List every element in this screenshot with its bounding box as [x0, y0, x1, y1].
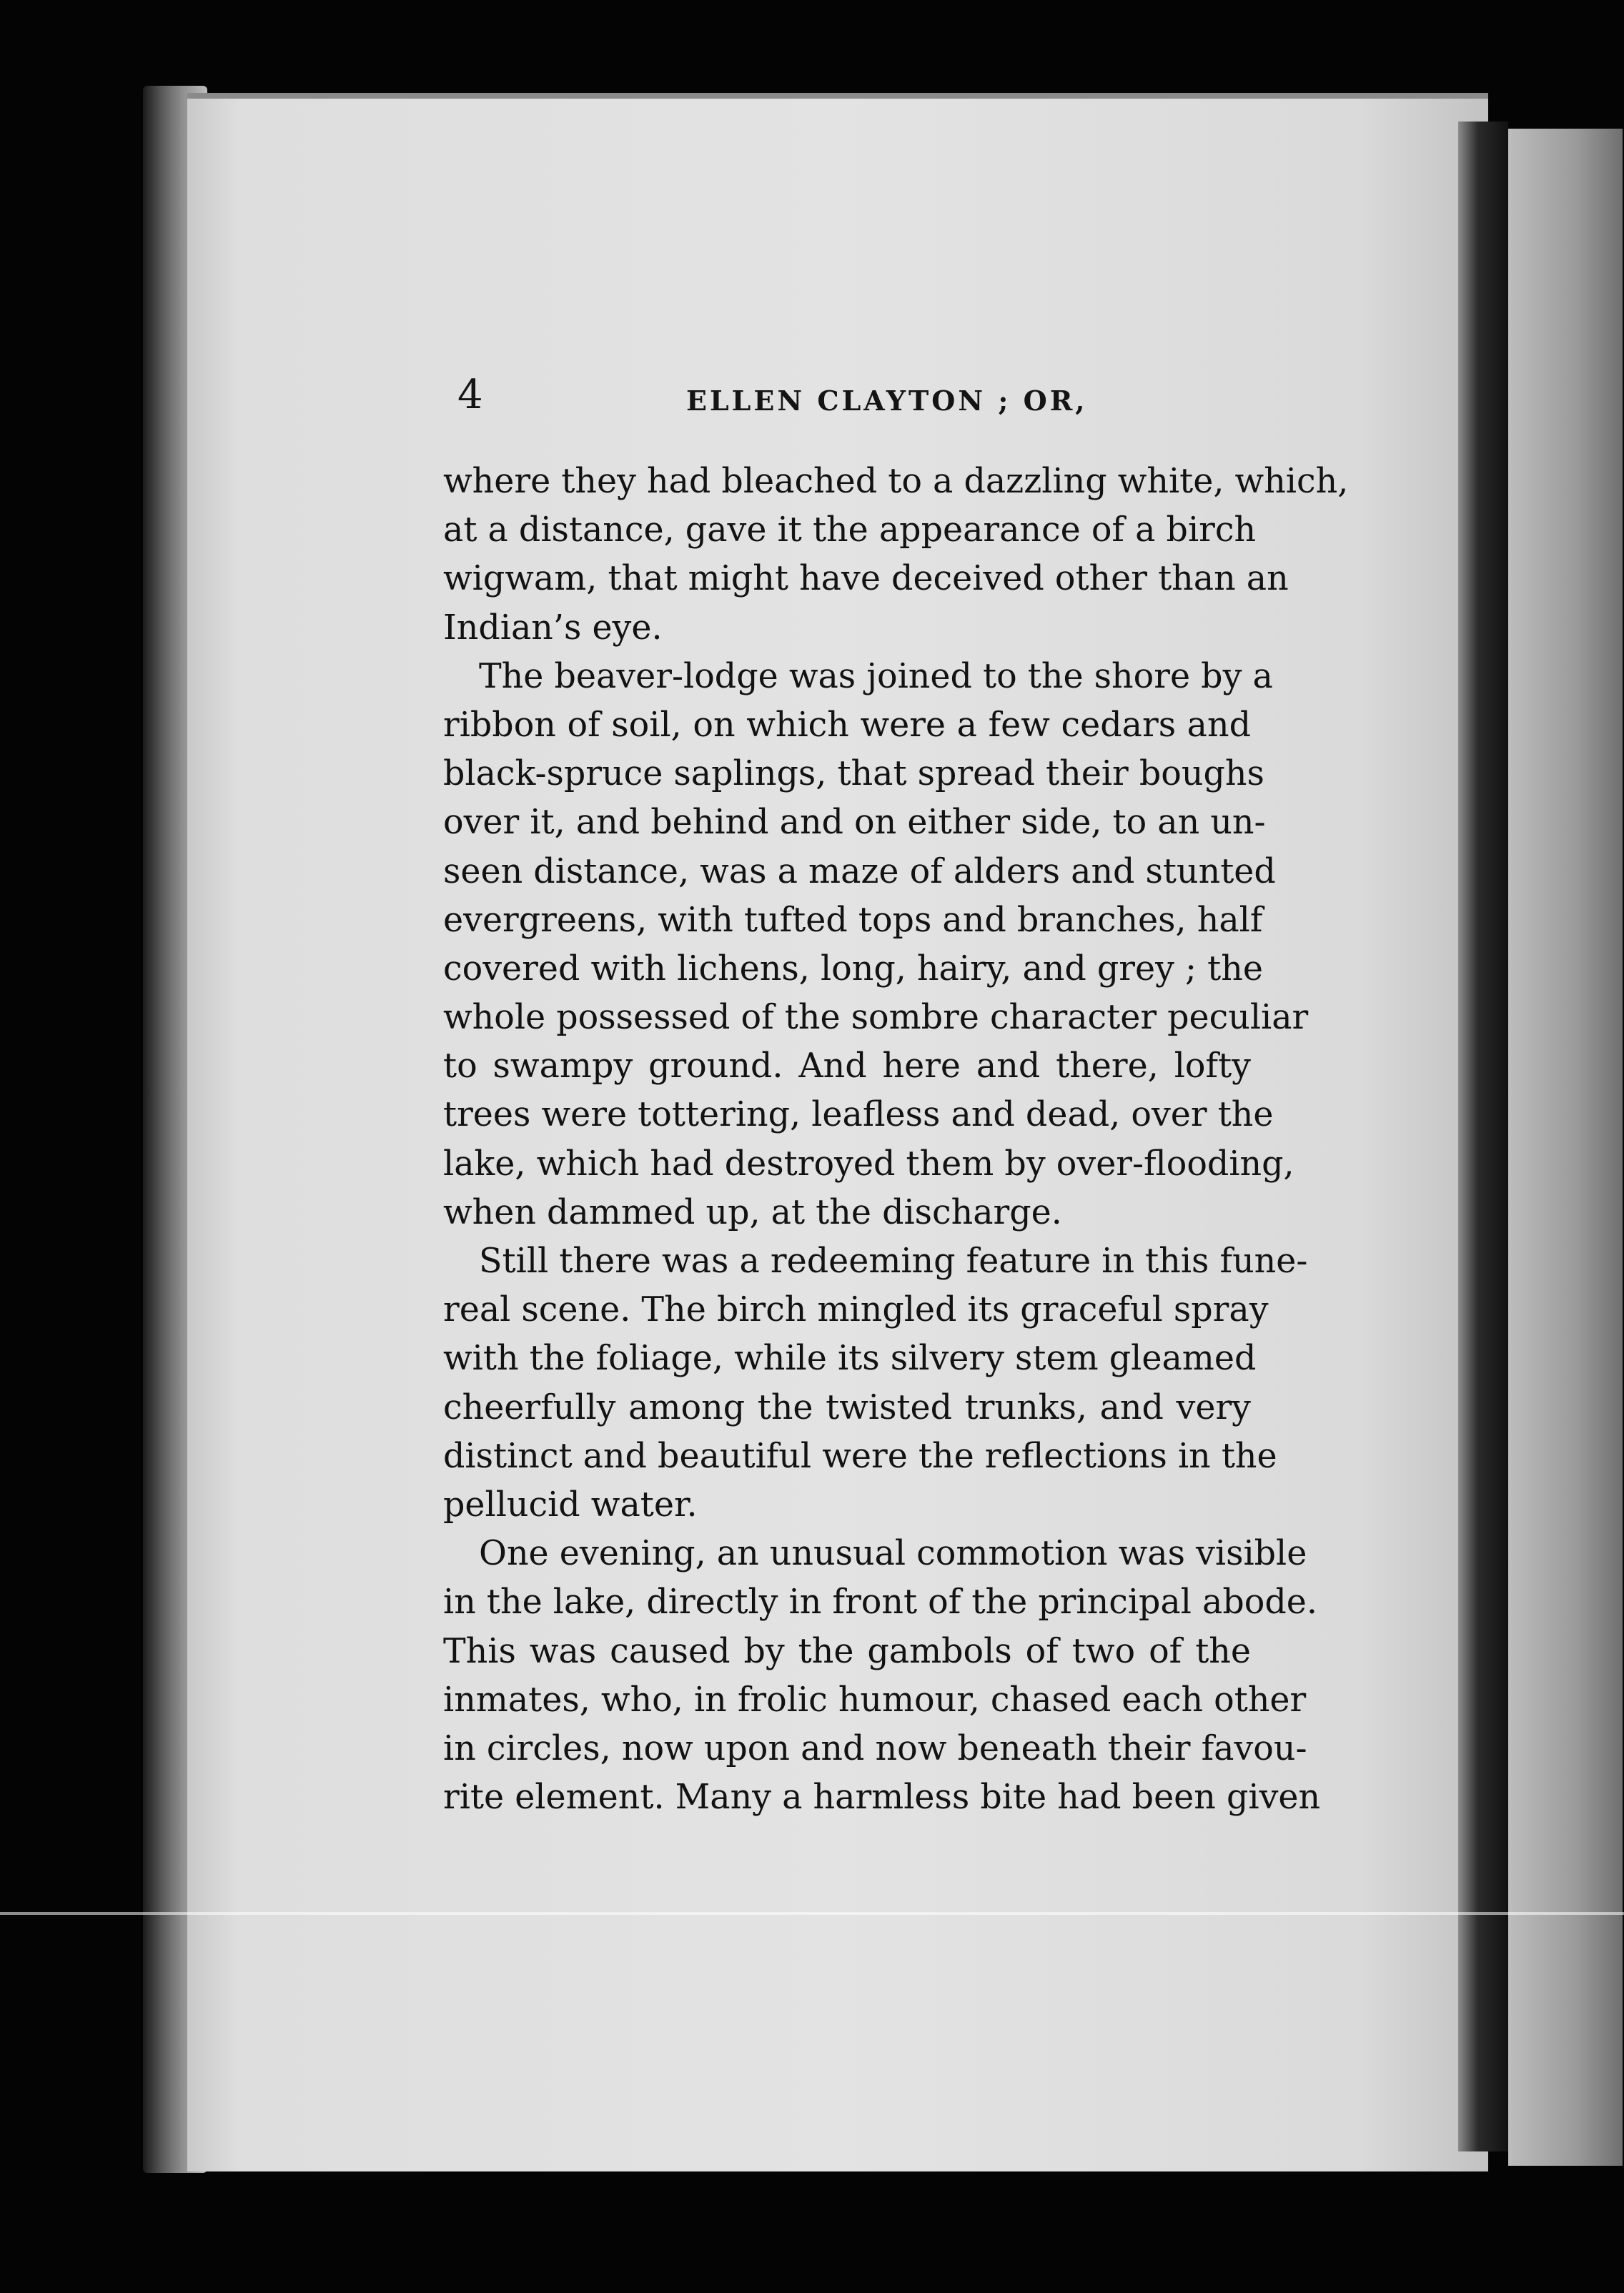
- text-line: covered with lichens, long, hairy, and grey ; the: [443, 949, 1263, 989]
- text-line: where they had bleached to a dazzling white, which,: [443, 462, 1349, 501]
- text-line: evergreens, with tufted tops and branches, half: [443, 900, 1263, 940]
- page-right-edge: [1458, 122, 1508, 2151]
- text-line: when dammed up, at the discharge.: [443, 1192, 1062, 1232]
- text-line: lake, which had destroyed them by over-flooding,: [443, 1144, 1294, 1184]
- page-number: 4: [457, 372, 483, 418]
- text-line: This was caused by the gambols of two of the: [443, 1631, 1251, 1671]
- body-text: [443, 457, 1349, 1822]
- text-line: over it, and behind and on either side, to an un-: [443, 803, 1266, 843]
- text-line: with the foliage, while its silvery stem gleamed: [443, 1339, 1257, 1379]
- text-line: seen distance, was a maze of alders and stunted: [443, 851, 1276, 891]
- text-line: wigwam, that might have deceived other than an: [443, 559, 1289, 599]
- running-head: ELLEN CLAYTON ; OR,: [686, 385, 1088, 417]
- text-line: Still there was a redeeming feature in this fune-: [479, 1242, 1308, 1281]
- text-line: trees were tottering, leafless and dead, over the: [443, 1095, 1274, 1135]
- text-line: rite element. Many a harmless bite had been given: [443, 1778, 1321, 1818]
- text-line: One evening, an unusual commotion was visible: [479, 1534, 1307, 1574]
- text-line: black-spruce saplings, that spread their boughs: [443, 754, 1264, 794]
- text-line: pellucid water.: [443, 1485, 698, 1525]
- page-header: [457, 372, 1265, 429]
- text-line: Indian’s eye.: [443, 608, 663, 648]
- text-line: in the lake, directly in front of the principal abode.: [443, 1583, 1317, 1623]
- text-line: at a distance, gave it the appearance of a birch: [443, 510, 1257, 550]
- text-line: distinct and beautiful were the reflections in the: [443, 1436, 1277, 1476]
- text-line: The beaver-lodge was joined to the shore by a: [479, 656, 1273, 696]
- scan-artifact-line: [0, 1912, 1624, 1915]
- text-line: cheerfully among the twisted trunks, and very: [443, 1387, 1251, 1427]
- text-line: real scene. The birch mingled its graceful spray: [443, 1290, 1269, 1330]
- text-line: in circles, now upon and now beneath their favou-: [443, 1728, 1307, 1768]
- text-line: inmates, who, in frolic humour, chased each other: [443, 1680, 1307, 1720]
- text-line: ribbon of soil, on which were a few cedars and: [443, 705, 1251, 745]
- text-line: whole possessed of the sombre character peculiar: [443, 998, 1309, 1038]
- adjacent-page: [1508, 129, 1623, 2166]
- text-line: to swampy ground. And here and there, lofty: [443, 1046, 1251, 1086]
